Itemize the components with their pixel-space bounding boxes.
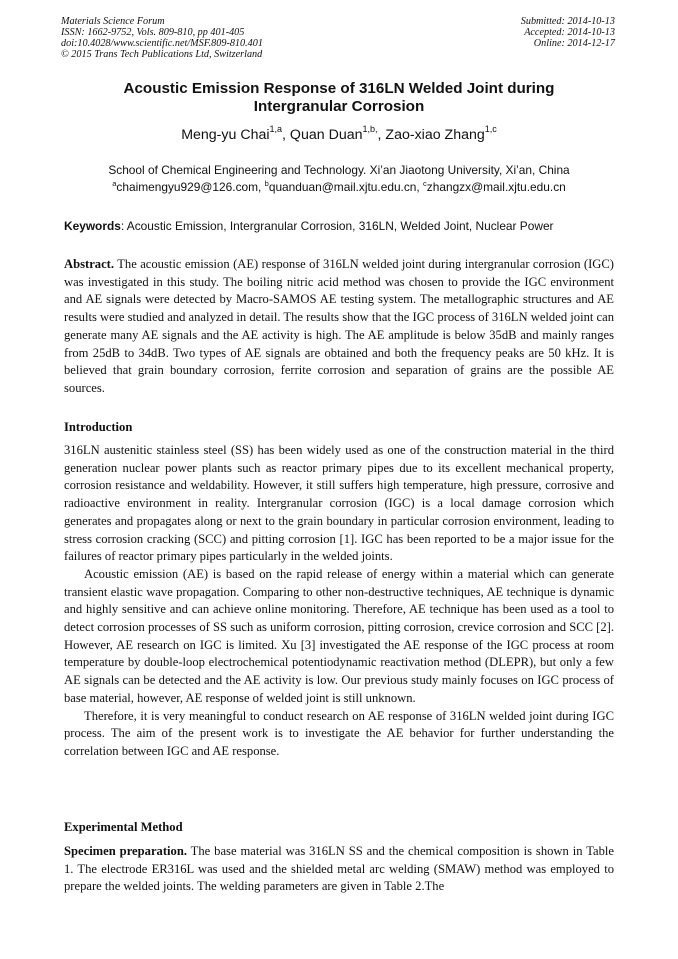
experimental-method-body: [64, 843, 614, 896]
abstract-text: The acoustic emission (AE) response of 316LN welded joint during intergranular corrosion (IGC) was investigated in this study. The boiling nitric acid method was chosen to provide the IGC environment and AE signals were detected by Macro-SAMOS AE testing system. The metallographic structures and AE results were studied and analyzed in detail. The results show that the IGC process of 316LN welded joint can generate many AE signals and the AE activity is high. The AE amplitude is below 35dB and mainly ranges from 25dB to 34dB. Two types of AE signals are obtained and both the frequency peaks are 50 kHz. It is believed that grain boundary corrosion, ferrite corrosion and separation of grains are the possible AE sources.: [64, 257, 614, 395]
author-name: Quan Duan: [289, 127, 363, 143]
abstract: [64, 256, 614, 398]
paper-title: [40, 80, 638, 116]
abstract-label: Abstract.: [64, 257, 115, 271]
specimen-preparation-text: The base material was 316LN SS and the chemical composition is shown in Table 1. The electrode ER316L was used and the shielded metal arc welding (SMAW) method was employed to prepare the welded joints. The welding parameters are given in Table 2.The: [64, 844, 614, 894]
affiliation-block: [40, 162, 638, 196]
journal-issn: ISSN: 1662-9752, Vols. 809-810, pp 401-405: [61, 27, 245, 38]
author-affiliation-mark: 1,a: [269, 124, 283, 135]
intro-paragraph-1: 316LN austenitic stainless steel (SS) has been widely used as one of the construction material in the third generation nuclear power plants such as reactor primary pipes due to its excellent mechanical property, corrosion resistance and weldability. However, it still suffers high temperature, high pressure, corrosive and radioactive environment in reality. Intergranular corrosion (IGC) is a local damage corrosion which generates and propagates along or next to the grain boundary in particular corrosion environment, leading to stress corrosion cracking (SCC) and pitting corrosion [1]. IGC has been reported to be a major issue for the failures of reactor primary pipes particularly in the welded joints.: [64, 443, 614, 564]
author-name: Zao-xiao Zhang: [385, 127, 485, 143]
publication-dates: [521, 16, 615, 49]
journal-doi: doi:10.4028/www.scientific.net/MSF.809-810.401: [61, 38, 263, 49]
email-list: [40, 179, 638, 196]
author-affiliation-mark: 1,b,: [362, 124, 378, 135]
introduction-body: [64, 442, 614, 761]
author-separator: ,: [282, 127, 290, 143]
accepted-date: Accepted: 2014-10-13: [524, 27, 615, 38]
email-mark: b: [264, 179, 269, 189]
email-mark: c: [423, 179, 427, 189]
specimen-preparation-label: Specimen preparation.: [64, 844, 187, 858]
author-separator: ,: [377, 127, 386, 143]
keywords-text: : Acoustic Emission, Intergranular Corrosion, 316LN, Welded Joint, Nuclear Power: [120, 219, 554, 233]
email-separator: ,: [416, 180, 424, 194]
email-mark: a: [112, 179, 117, 189]
journal-copyright: © 2015 Trans Tech Publications Ltd, Switzerland: [61, 49, 263, 60]
section-heading-introduction: Introduction: [64, 420, 133, 434]
journal-info: [61, 16, 263, 60]
online-date: Online: 2014-12-17: [533, 38, 615, 49]
author-affiliation-mark: 1,c: [484, 124, 497, 135]
email-address: quanduan@mail.xjtu.edu.cn: [268, 180, 417, 194]
author-list: [40, 126, 638, 144]
keywords-label: Keywords: [64, 219, 121, 233]
intro-paragraph-3: Therefore, it is very meaningful to conduct research on AE response of 316LN welded joint during IGC process. The aim of the present work is to investigate the AE behavior for further understanding the correlation between IGC and AE response.: [64, 708, 614, 758]
email-address: zhangzx@mail.xjtu.edu.cn: [426, 180, 566, 194]
email-address: chaimengyu929@126.com: [116, 180, 259, 194]
keywords: [64, 218, 624, 234]
author-name: Meng-yu Chai: [181, 127, 270, 143]
section-heading-experimental-method: Experimental Method: [64, 820, 183, 834]
affiliation-text: School of Chemical Engineering and Technology. Xi’an Jiaotong University, Xi’an, China: [108, 163, 570, 177]
submitted-date: Submitted: 2014-10-13: [520, 16, 615, 27]
intro-paragraph-2: Acoustic emission (AE) is based on the rapid release of energy within a material which can generate transient elastic wave propagation. Comparing to other non-destructive techniques, AE technique is dynamic and highly sensitive and can achieve online monitoring. Therefore, AE technique has been used as a tool to detect corrosion processes of SS such as uniform corrosion, pitting corrosion, crevice corrosion and SCC [2]. However, AE research on IGC is limited. Xu [3] investigated the AE response of the IGC process at room temperature by double-loop electrochemical potentiodynamic reactivation method (DLEPR), but only a few AE signals can be detected and the AE activity is low. Our previous study mainly focuses on IGC process of base material, however, AE response of welded joint is still unknown.: [64, 566, 614, 705]
email-separator: ,: [258, 180, 265, 194]
journal-name: Materials Science Forum: [61, 16, 165, 27]
paper-title-line-1: Acoustic Emission Response of 316LN Welded Joint during: [123, 80, 555, 97]
paper-title-line-2: Intergranular Corrosion: [253, 98, 425, 115]
